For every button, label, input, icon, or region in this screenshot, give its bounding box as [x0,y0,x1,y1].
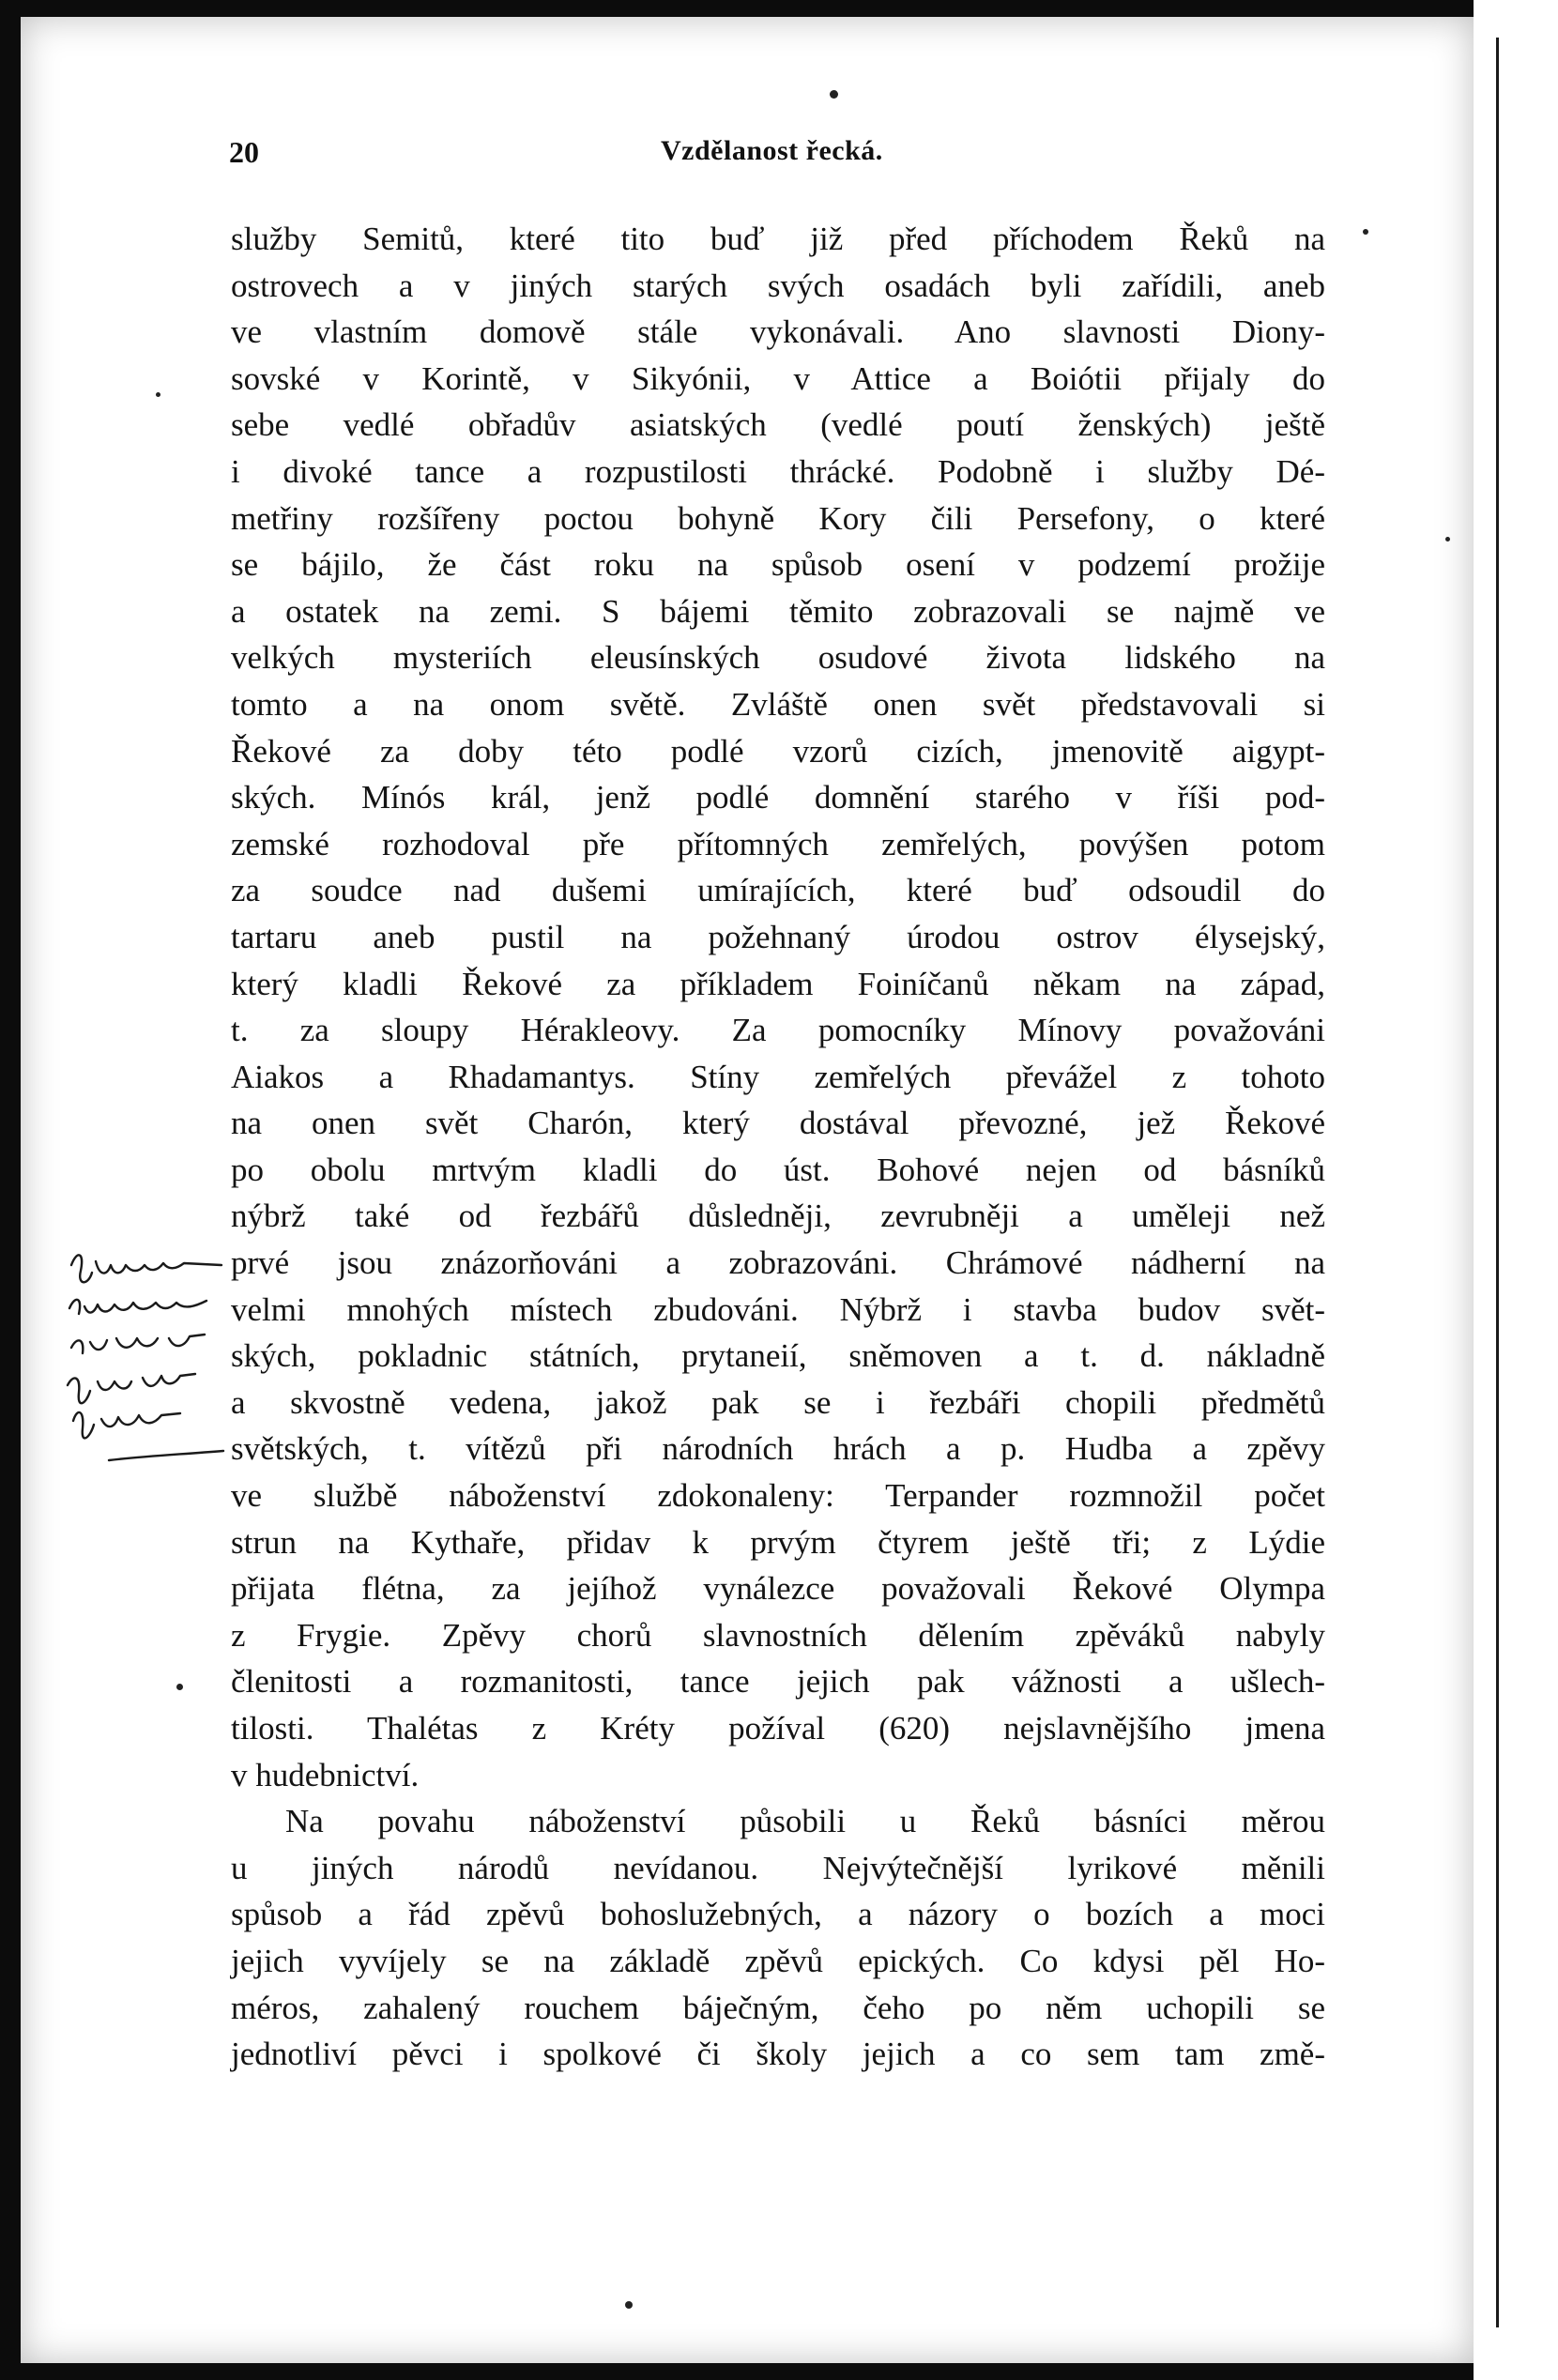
text-line: metřiny rozšířeny poctou bohyně Kory čili Persefony, o které [231,499,1325,537]
scan-speck [625,2301,633,2309]
adjacent-page-edge [1474,0,1558,2380]
scan-speck [1363,229,1368,235]
text-line: za soudce nad dušemi umírajících, které buď odsoudil do [231,872,1325,909]
text-line: a skvostně vedena, jakož pak se i řezbáři chopili předmětů [231,1383,1325,1421]
text-line: tartaru aneb pustil na požehnaný úrodou ostrov élysejský, [231,918,1325,955]
text-line: ských. Mínós král, jenž podlé domnění starého v říši pod- [231,779,1325,816]
text-line: sebe vedlé obřadův asiatských (vedlé poutí ženských) ještě [231,406,1325,444]
text-line: nýbrž také od řezbářů důsledněji, zevrubněji a uměleji než [231,1198,1325,1235]
text-line: Aiakos a Rhadamantys. Stíny zemřelých převážel z tohoto [231,1058,1325,1095]
text-line: v hudebnictví. [231,1756,420,1793]
text-line: velmi mnohých místech zbudováni. Nýbrž i stavba budov svět- [231,1290,1325,1328]
text-line: tilosti. Thalétas z Kréty požíval (620) nejslavnějšího jmena [231,1710,1325,1747]
text-line: spůsob a řád zpěvů bohoslužebných, a názory o bozích a moci [231,1896,1325,1933]
page-edge-line [1496,38,1499,2327]
text-line: z Frygie. Zpěvy chorů slavnostních dělením zpěváků nabyly [231,1616,1325,1654]
text-line: se bájilo, že část roku na spůsob osení v podzemí prožije [231,546,1325,584]
text-line: ostrovech a v jiných starých svých osadách byli zařídili, aneb [231,267,1325,304]
text-line: na onen svět Charón, který dostával převozné, jež Řekové [231,1105,1325,1142]
text-line: světských, t. vítězů při národních hrách a p. Hudba a zpěvy [231,1430,1325,1468]
text-line: u jiných národů nevídanou. Nejvýtečnější lyrikové měnili [231,1849,1325,1886]
text-line: i divoké tance a rozpustilosti thrácké. Podobně i služby Dé- [231,452,1325,490]
text-line: t. za sloupy Hérakleovy. Za pomocníky Mínovy považováni [231,1012,1325,1049]
handwritten-margin-note [64,1244,233,1479]
body-text [231,216,1325,2078]
text-line: méros, zahalený rouchem báječným, čeho po něm uchopili se [231,1989,1325,2026]
page-header [229,135,1318,182]
text-line: tomto a na onom světě. Zvláště onen svět představovali si [231,685,1325,723]
text-line: strun na Kythaře, přidav k prvým čtyrem ještě tři; z Lýdie [231,1523,1325,1561]
text-line: přijata flétna, za jejíhož vynálezce považovali Řekové Olympa [231,1570,1325,1608]
scan-speck [1445,537,1450,542]
text-line: ských, pokladnic státních, prytaneií, sněmoven a t. d. nákladně [231,1337,1325,1375]
scan-speck [830,90,838,99]
text-line: po obolu mrtvým kladli do úst. Bohové nejen od básníků [231,1151,1325,1188]
text-line: služby Semitů, které tito buď již před příchodem Řeků na [231,221,1325,257]
text-line: sovské v Korintě, v Sikyónii, v Attice a Boiótii přijaly do [231,359,1325,397]
text-line: prvé jsou znázorňováni a zobrazováni. Chrámové nádherní na [231,1244,1325,1282]
text-line: členitosti a rozmanitosti, tance jejich pak vážnosti a ušlech- [231,1663,1325,1701]
text-line: a ostatek na zemi. S bájemi těmito zobrazovali se najmě ve [231,592,1325,630]
running-title: Vzdělanost řecká. [661,135,883,166]
text-line: jejich vyvíjely se na základě zpěvů epických. Co kdysi pěl Ho- [231,1942,1325,1979]
text-line: který kladli Řekové za příkladem Foiníčanů někam na západ, [231,965,1325,1002]
text-line: velkých mysteriích eleusínských osudové života lidského na [231,639,1325,677]
page-number: 20 [229,135,259,169]
text-line: zemské rozhodoval pře přítomných zemřelých, povýšen potom [231,825,1325,862]
text-line: ve vlastním domově stále vykonávali. Ano slavnosti Diony- [231,313,1325,351]
scan-speck [176,1684,183,1690]
text-line: jednotliví pěvci i spolkové či školy jejich a co sem tam změ- [231,2036,1325,2073]
text-line: Na povahu náboženství působili u Řeků básníci měrou [285,1803,1325,1840]
text-line: Řekové za doby této podlé vzorů cizích, jmenovitě aigypt- [231,732,1325,770]
scan-speck [156,392,160,397]
text-line: ve službě náboženství zdokonaleny: Terpander rozmnožil počet [231,1477,1325,1515]
